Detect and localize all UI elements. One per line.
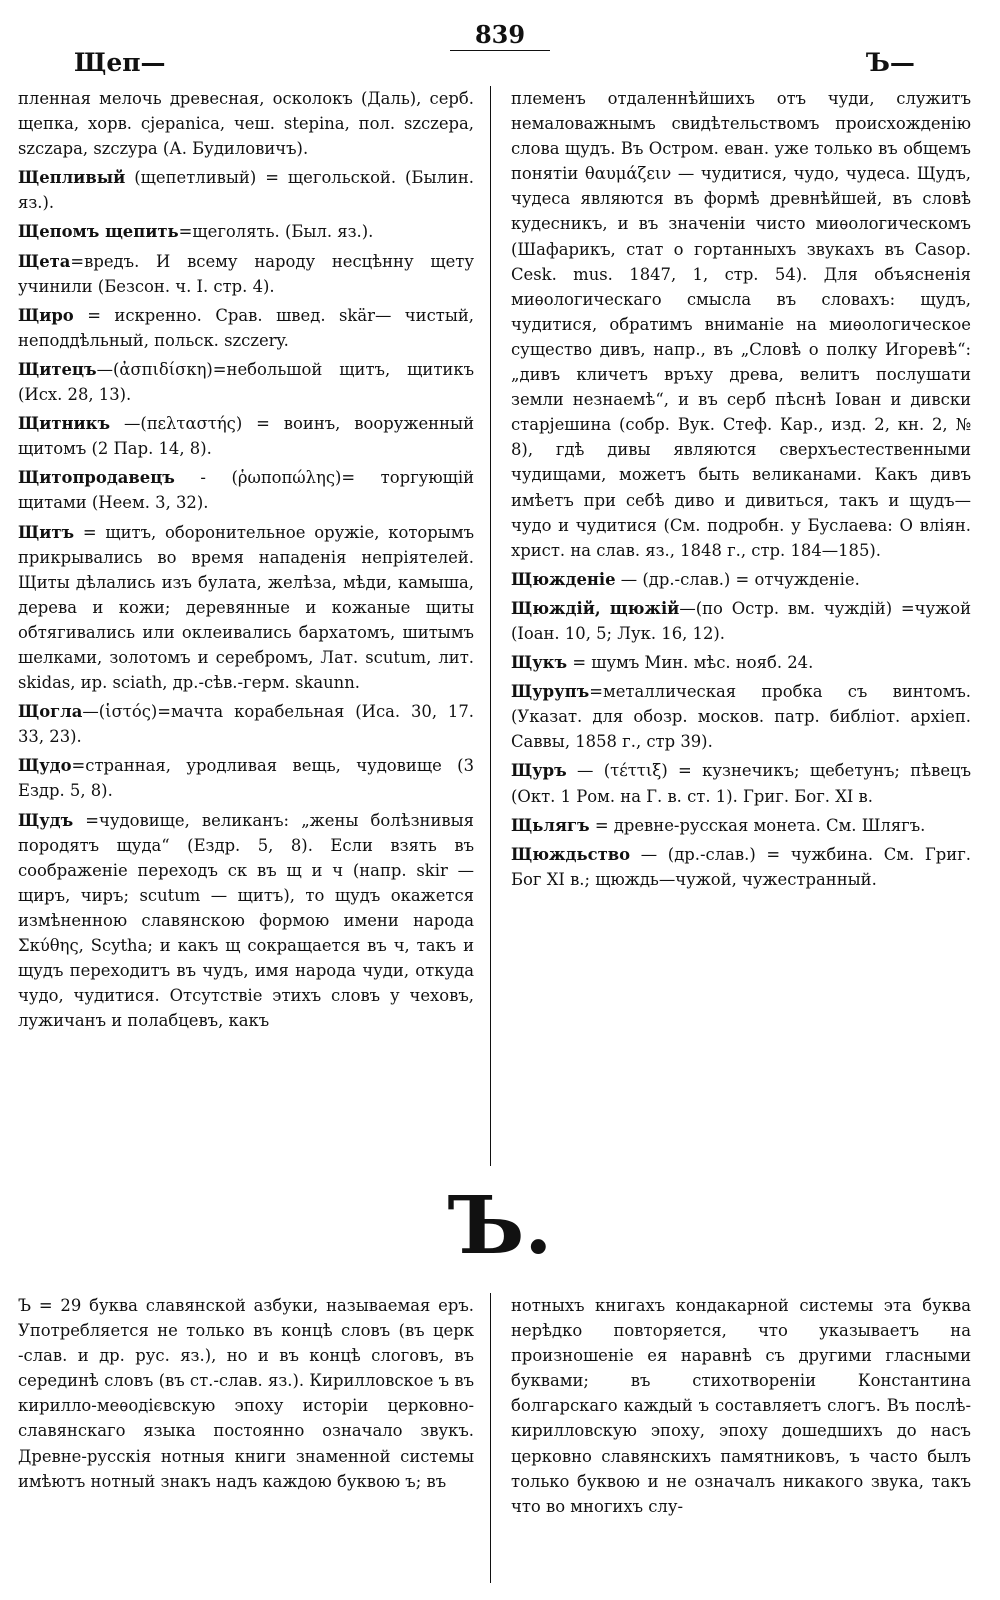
entry-headword: Щюжденіе [511,569,616,589]
section-letter: Ъ. [447,1178,553,1272]
entry-text: —(πελταστής) = воинъ, вооруженный щитомъ (2 Пар. 14, 8). [18,414,474,459]
dictionary-entry [18,249,474,299]
column-divider-top [490,86,491,1166]
page-number: 839 [474,20,526,49]
dictionary-entry [18,699,474,749]
running-head-left: Щеп— [74,48,166,77]
entry-headword: Щукъ [511,653,568,673]
dictionary-entry [511,842,971,892]
entry-text: —(ἱστός)=мачта корабельная (Иса. 30, 17. 33, 23). [18,702,474,747]
dictionary-entry [18,753,474,803]
entry-text: = искренно. Срав. швед. skär— чистый, неподдѣльный, польск. szczery. [18,305,474,350]
dictionary-entry [18,411,474,461]
dictionary-entry [511,813,971,838]
entry-headword: Щепомъ щепить [18,222,179,242]
page-number-rule [450,50,550,51]
dictionary-entry [18,219,474,244]
entry-headword: Щюждій, щюжій [511,598,680,618]
right-column [511,86,971,896]
entry-text: =вредъ. И всему народу несцѣнну щету учинили (Безсон. ч. I. стр. 4). [18,251,474,296]
entry-text: = шумъ Мин. мѣс. нояб. 24. [567,653,814,673]
entry-headword: Щитецъ [18,359,97,379]
entry-headword: Щиро [18,305,74,325]
entry-text: — (τέττιξ) = кузнечикъ; щебетунъ; пѣвецъ (Окт. 1 Ром. на Г. в. ст. 1). Григ. Бог. XI в. [511,761,971,806]
dictionary-entry [511,679,971,754]
entry-text: - (ῥωποπώλης)= торгующій щитами (Неем. 3, 32). [18,468,474,513]
entry-headword: Щитникъ [18,414,111,434]
dictionary-entry [18,86,474,161]
entry-headword: Щепливый [18,168,126,188]
entry-headword: Щуръ [511,761,567,781]
entry-headword: Щудъ [18,810,74,830]
entry-text: = древне-русская монета. См. Шлягъ. [589,815,926,835]
entry-headword: Щитъ [18,522,75,542]
entry-text: =металлическая пробка съ винтомъ. (Указат. для обозр. москов. патр. библiот. архiеп. Саввы, 1858 г., стр 39). [511,682,971,752]
entry-text: (щепетливый) = щегольской. (Былин. яз.). [18,168,474,213]
dictionary-entry [511,650,971,675]
entry-text: пленная мелочь древесная, осколокъ (Даль), серб. щепка, хорв. cjepanica, чеш. stepina, пол. szczepa, szczapa, szczypa (А. Будиловичъ). [18,89,474,159]
dictionary-entry [511,758,971,808]
dictionary-entry [18,808,474,1034]
dictionary-entry [511,596,971,646]
entry-headword: Щудо [18,756,72,776]
running-head-right: Ъ— [866,48,915,77]
entry-headword: Щьлягъ [511,815,590,835]
dictionary-entry [18,165,474,215]
entry-text: = щитъ, оборонительное оружіе, которымъ прикрывались во время нападенія непріятелей. Щиты дѣлались изъ булата, желѣза, мѣди, камыша, дерева и кожи; деревянные и кожаные щиты обтягивались или оклеивались бархатомъ, шитымъ шелками, золотомъ и серебромъ, Лат. scutum, лит. skidas, ир. sciath, др.-сѣв.-герм. skaunn. [18,522,474,693]
entry-headword: Щитопродавецъ [18,468,175,488]
dictionary-entry [18,303,474,353]
entry-text: =щеголять. (Был. яз.). [178,222,374,242]
entry-text: —(ἀσπιδίσκη)=небольшой щитъ, щитикъ (Исх. 28, 13). [18,359,474,405]
entry-text: =странная, уродливая вещь, чудовище (3 Ездр. 5, 8). [18,756,474,801]
dictionary-entry [18,520,474,696]
dictionary-entry [18,357,474,407]
bottom-right-column: нотныхъ книгахъ кондакарной системы эта буква нерѣдко повторяется, что указываетъ на произношеніе ея наравнѣ съ другими гласными буквами; въ стихотвореніи Константина болгарскаго каждый ъ составляетъ слогъ. Въ послѣ-кирилловскую эпоху, эпоху дошедшихъ до насъ церковно славянскихъ памятниковъ, ъ часто былъ только буквою и не означалъ никакого звука, такъ что во многихъ слу- [511,1296,971,1516]
entry-text: —(по Остр. вм. чуждій) =чужой (Іоан. 10, 5; Лук. 16, 12). [511,598,971,643]
entry-text: — (др.-слав.) = отчужденіе. [615,569,860,589]
entry-text: =чудовище, великанъ: „жены болѣзнивыя породятъ щуда“ (Ездр. 5, 8). Если взять въ соображеніе переходъ ск въ щ и ч (напр. skir — щиръ, чиръ; scutum — щитъ), то щудъ окажется измѣненною славянскою формою имени народа Σκύθης, Scytha; и какъ щ сокращается въ ч, такъ и щудъ переходитъ въ чудъ, имя народа чуди, откуда чудо, чудитися. Отсутствіе этихъ словъ у чеховъ, лужичанъ и полабцевъ, какъ [18,810,474,1031]
dictionary-entry [511,567,971,592]
entry-text: — (др.-слав.) = чужбина. См. Григ. Бог XI в.; щюждь—чужой, чужестранный. [511,844,971,889]
entry-headword: Щогла [18,702,83,722]
entry-headword: Щурупъ [511,682,590,702]
left-column [18,86,474,1037]
entry-headword: Щета [18,251,71,271]
dictionary-entry [18,465,474,515]
entry-headword: Щюждьство [511,844,631,864]
column-divider-bottom [490,1293,491,1583]
bottom-left-column: Ъ = 29 буква славянской азбуки, называемая еръ. Употребляется не только въ концѣ словъ (въ церк -слав. и др. рус. яз.), но и въ концѣ слоговъ, въ серединѣ словъ (въ ст.-слав. яз.). Кирилловское ъ въ кирилло-меѳодієвскую эпоху исторiи церковно-славянскаго языка постоянно означало звукъ. Древне-русскія нотныя книги знаменной системы имѣютъ нотный знакъ надъ каждою буквою ъ; въ [18,1296,474,1491]
dictionary-entry [511,86,971,563]
entry-text: племенъ отдаленнѣйшихъ отъ чуди, служитъ немаловажнымъ свидѣтельствомъ происхожденію слова щудъ. Въ Остром. еван. уже только въ общемъ понятіи θαυμάζειν — чудитися, чудо, чудеса. Щудъ, чудеса являются въ формѣ древнѣйшей, въ словѣ кудесникъ, и въ значеніи чисто миѳологическомъ (Шафарикъ, стат о гортанныхъ звукахъ въ Casop. Cesk. mus. 1847, 1, стр. 54). Для объясненія миѳологическаго смысла въ словахъ: щудъ, чудитися, обратимъ вниманіе на миѳологическое существо дивъ, напр., въ „Словѣ о полку Игоревѣ“: „дивъ кличетъ връху древа, велитъ послушати земли незнаемѣ“, и въ серб пѣснѣ Іован и дивски старјешина (собр. Вук. Стеф. Кар., изд. 2, кн. 2, № 8), гдѣ дивы являются сверхъестественными чудищами, можетъ быть великанами. Какъ дивъ имѣетъ при себѣ диво и дивиться, такъ и щудъ— чудо и чудитися (См. подробн. у Буслаева: О влiян. христ. на слав. яз., 1848 г., стр. 184—185). [511,89,971,560]
